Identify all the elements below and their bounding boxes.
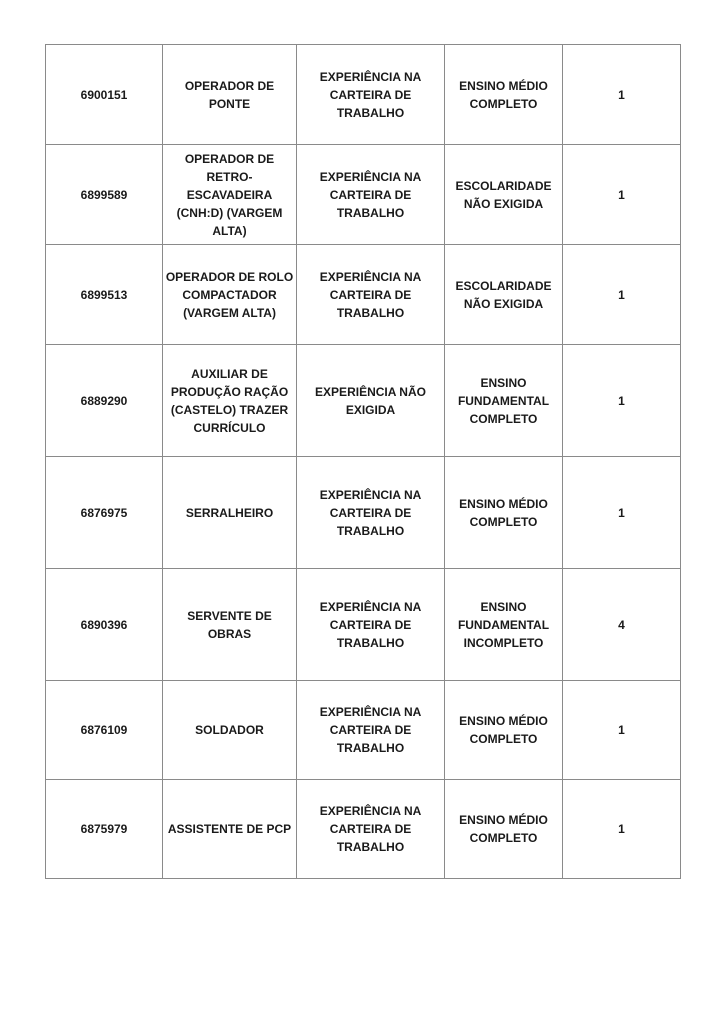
table-row [46, 145, 681, 245]
job-code-cell: 6899513 [46, 245, 163, 345]
vacancies-cell: 1 [563, 457, 681, 569]
job-code-cell: 6876975 [46, 457, 163, 569]
job-code-cell: 6889290 [46, 345, 163, 457]
table-row [46, 569, 681, 681]
education-cell: ENSINO MÉDIO COMPLETO [445, 780, 563, 879]
education-cell: ENSINO MÉDIO COMPLETO [445, 681, 563, 780]
education-cell: ENSINO MÉDIO COMPLETO [445, 45, 563, 145]
job-role-cell: SERRALHEIRO [163, 457, 297, 569]
vacancies-cell: 1 [563, 345, 681, 457]
education-cell: ENSINO FUNDAMENTAL COMPLETO [445, 345, 563, 457]
education-cell: ENSINO MÉDIO COMPLETO [445, 457, 563, 569]
job-role-cell: SOLDADOR [163, 681, 297, 780]
job-role-cell: OPERADOR DE RETRO- ESCAVADEIRA (CNH:D) (VARGEM ALTA) [163, 145, 297, 245]
job-code-cell: 6900151 [46, 45, 163, 145]
vacancies-cell: 4 [563, 569, 681, 681]
table-row [46, 245, 681, 345]
job-code-cell: 6890396 [46, 569, 163, 681]
job-vacancies-table [45, 44, 681, 879]
job-role-cell: OPERADOR DE ROLO COMPACTADOR (VARGEM ALTA) [163, 245, 297, 345]
experience-cell: EXPERIÊNCIA NA CARTEIRA DE TRABALHO [297, 569, 445, 681]
job-role-cell: OPERADOR DE PONTE [163, 45, 297, 145]
education-cell: ESCOLARIDADE NÃO EXIGIDA [445, 145, 563, 245]
job-code-cell: 6875979 [46, 780, 163, 879]
experience-cell: EXPERIÊNCIA NÃO EXIGIDA [297, 345, 445, 457]
table-row [46, 681, 681, 780]
job-role-cell: ASSISTENTE DE PCP [163, 780, 297, 879]
vacancies-cell: 1 [563, 245, 681, 345]
job-code-cell: 6876109 [46, 681, 163, 780]
experience-cell: EXPERIÊNCIA NA CARTEIRA DE TRABALHO [297, 780, 445, 879]
job-role-cell: SERVENTE DE OBRAS [163, 569, 297, 681]
job-role-cell: AUXILIAR DE PRODUÇÃO RAÇÃO (CASTELO) TRAZER CURRÍCULO [163, 345, 297, 457]
vacancies-cell: 1 [563, 145, 681, 245]
experience-cell: EXPERIÊNCIA NA CARTEIRA DE TRABALHO [297, 245, 445, 345]
experience-cell: EXPERIÊNCIA NA CARTEIRA DE TRABALHO [297, 457, 445, 569]
table-row [46, 457, 681, 569]
experience-cell: EXPERIÊNCIA NA CARTEIRA DE TRABALHO [297, 45, 445, 145]
education-cell: ESCOLARIDADE NÃO EXIGIDA [445, 245, 563, 345]
job-code-cell: 6899589 [46, 145, 163, 245]
table-row [46, 780, 681, 879]
vacancies-cell: 1 [563, 780, 681, 879]
experience-cell: EXPERIÊNCIA NA CARTEIRA DE TRABALHO [297, 681, 445, 780]
education-cell: ENSINO FUNDAMENTAL INCOMPLETO [445, 569, 563, 681]
experience-cell: EXPERIÊNCIA NA CARTEIRA DE TRABALHO [297, 145, 445, 245]
vacancies-cell: 1 [563, 681, 681, 780]
table-row [46, 345, 681, 457]
vacancies-cell: 1 [563, 45, 681, 145]
table-row [46, 45, 681, 145]
